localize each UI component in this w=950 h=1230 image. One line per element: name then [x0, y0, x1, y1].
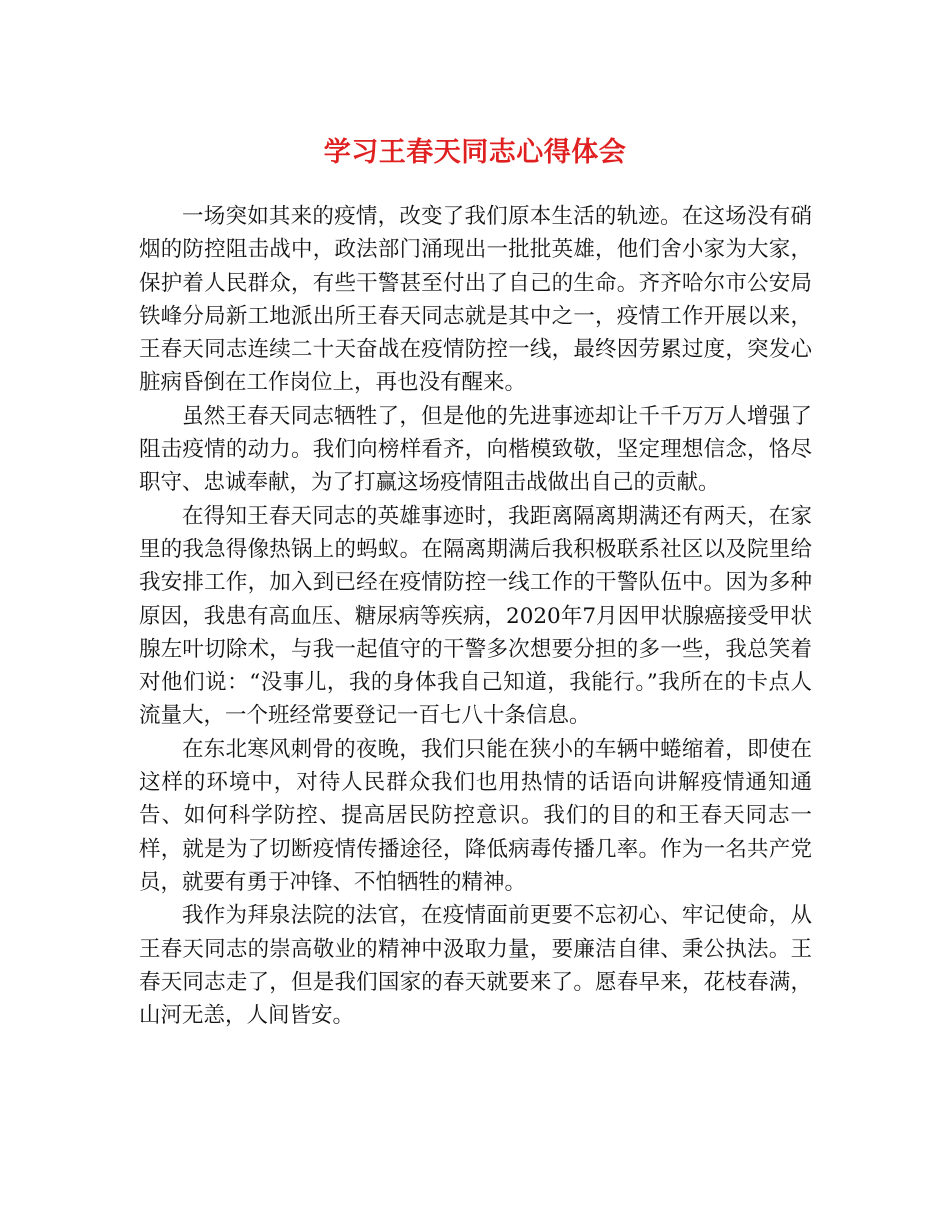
- document-body: [139, 200, 812, 1032]
- paragraph: 我作为拜泉法院的法官，在疫情面前更要不忘初心、牢记使命，从王春天同志的崇高敬业的精神中汲取力量，要廉洁自律、秉公执法。王春天同志走了，但是我们国家的春天就要来了。愿春早来，花枝春满，山河无恙，人间皆安。: [139, 903, 812, 1029]
- paragraph: 在东北寒风刺骨的夜晚，我们只能在狭小的车辆中蜷缩着，即使在这样的环境中，对待人民群众我们也用热情的话语向讲解疫情通知通告、如何科学防控、提高居民防控意识。我们的目的和王春天同志一样，就是为了切断疫情传播途径，降低病毒传播几率。作为一名共产党员，就要有勇于冲锋、不怕牺牲的精神。: [139, 736, 812, 895]
- document-title: 学习王春天同志心得体会: [323, 137, 627, 168]
- paragraph: 在得知王春天同志的英雄事迹时，我距离隔离期满还有两天，在家里的我急得像热锅上的蚂蚁。在隔离期满后我积极联系社区以及院里给我安排工作，加入到已经在疫情防控一线工作的干警队伍中。因为多种原因，我患有高血压、糖尿病等疾病，2020年7月因甲状腺癌接受甲状腺左叶切除术，与我一起值守的干警多次想要分担的多一些，我总笑着对他们说：“没事儿，我的身体我自己知道，我能行。”我所在的卡点人流量大，一个班经常要登记一百七八十条信息。: [139, 503, 812, 729]
- paragraph: 一场突如其来的疫情，改变了我们原本生活的轨迹。在这场没有硝烟的防控阻击战中，政法部门涌现出一批批英雄，他们舍小家为大家，保护着人民群众，有些干警甚至付出了自己的生命。齐齐哈尔市公安局铁峰分局新工地派出所王春天同志就是其中之一，疫情工作开展以来，王春天同志连续二十天奋战在疫情防控一线，最终因劳累过度，突发心脏病昏倒在工作岗位上，再也没有醒来。: [139, 204, 812, 396]
- paragraph: 虽然王春天同志牺牲了，但是他的先进事迹却让千千万万人增强了阻击疫情的动力。我们向榜样看齐，向楷模致敬，坚定理想信念，恪尽职守、忠诚奉献，为了打赢这场疫情阻击战做出自己的贡献。: [139, 403, 812, 496]
